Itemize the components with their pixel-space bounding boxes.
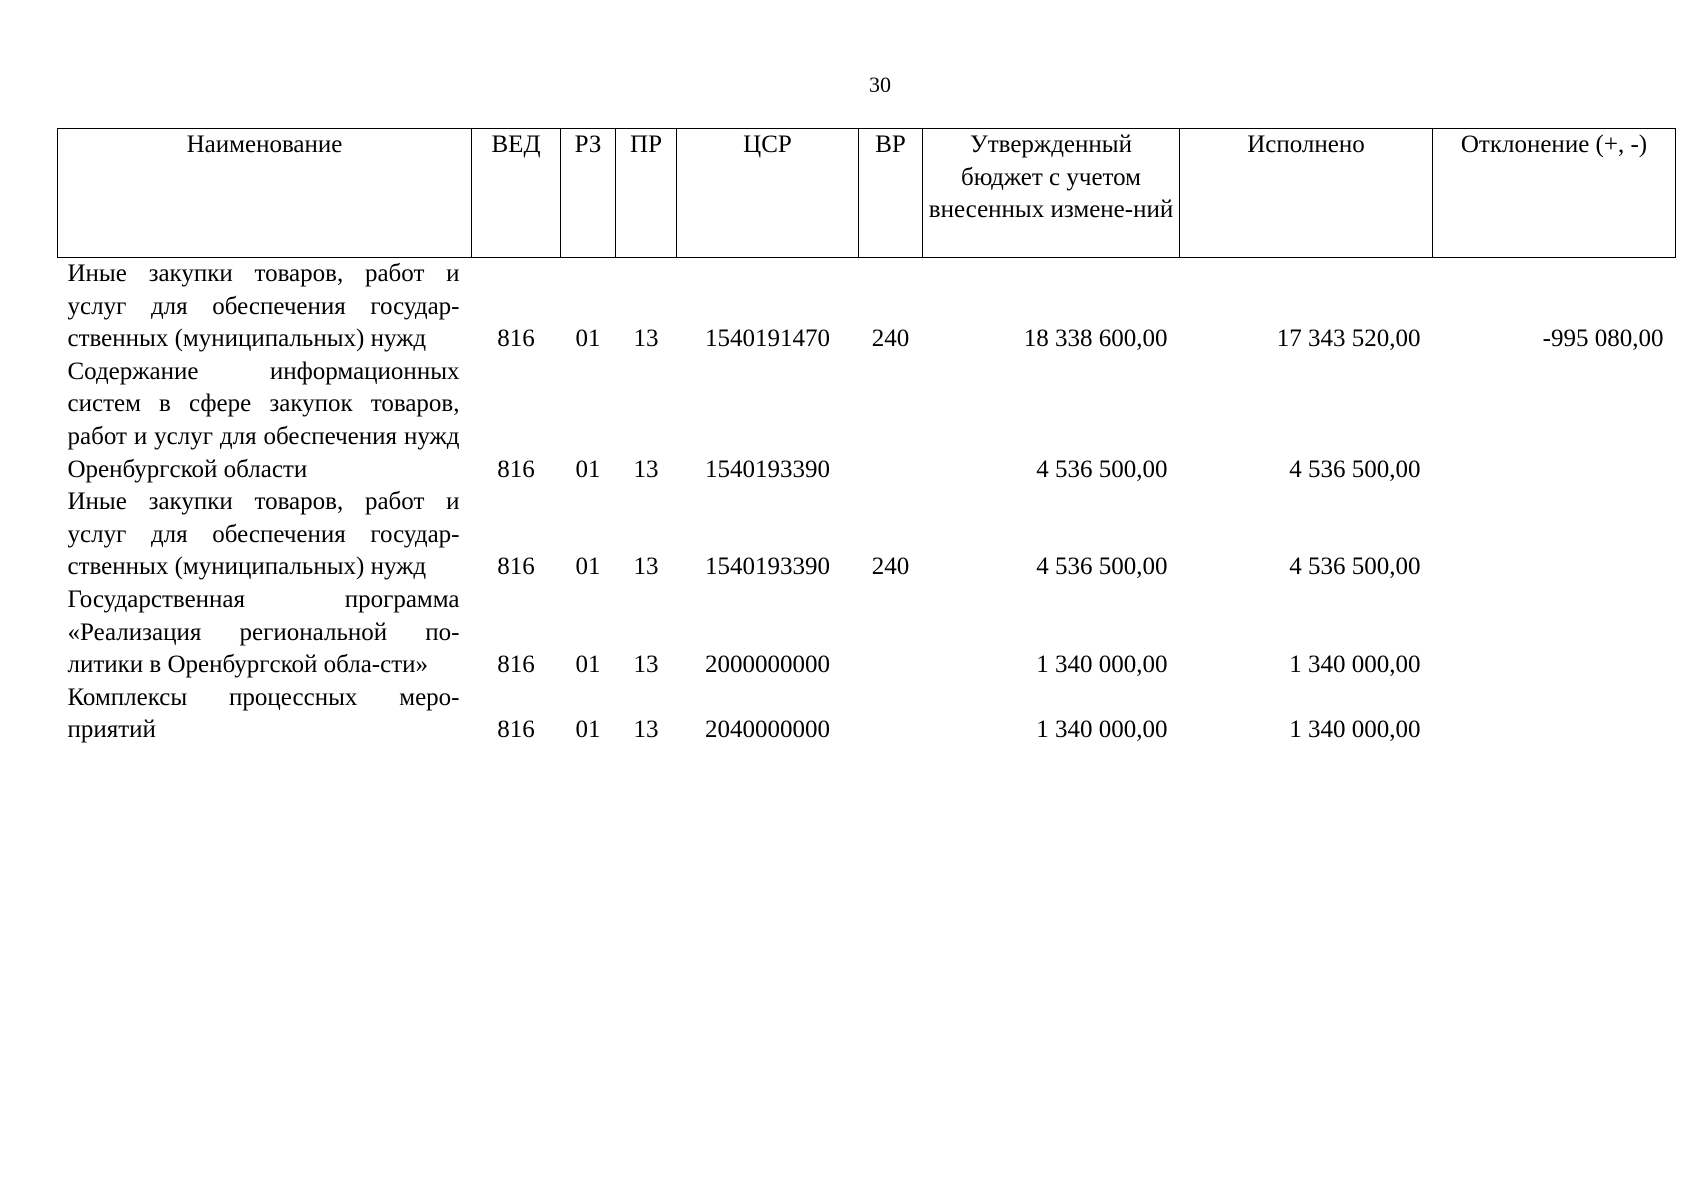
- row-ved: 816: [497, 455, 535, 483]
- page-number: 30: [869, 72, 891, 97]
- row-rz: 01: [575, 716, 601, 744]
- row-approved: 18 338 600,00: [1023, 325, 1168, 353]
- row-csr: 1540193390: [705, 553, 830, 581]
- row-csr: 1540191470: [705, 325, 830, 353]
- row-rz: 01: [575, 455, 601, 483]
- row-approved: 4 536 500,00: [1036, 553, 1168, 581]
- table-row: [58, 584, 1676, 682]
- row-approved: 1 340 000,00: [1036, 716, 1168, 744]
- row-csr: 2040000000: [705, 716, 830, 744]
- row-vr: 240: [871, 553, 910, 581]
- row-executed: 17 343 520,00: [1276, 325, 1421, 353]
- row-name: Содержание информационных систем в сфере закупок товаров, работ и услуг для обеспечения нужд Оренбургской области: [67, 357, 460, 483]
- row-pr: 13: [633, 325, 659, 353]
- row-name: Иные закупки товаров, работ и услуг для обеспечения государ-ственных (муниципальных) нужд: [67, 260, 460, 353]
- row-deviation: [1433, 584, 1676, 682]
- header-row: [58, 129, 1676, 258]
- table-row: [58, 258, 1676, 356]
- row-name: Государственная программа «Реализация региональной по-литики в Оренбургской обла-сти»: [67, 585, 460, 679]
- row-vr: [859, 584, 923, 682]
- row-ved: 816: [497, 651, 535, 679]
- header-vr: ВР: [859, 129, 923, 258]
- header-executed: Исполнено: [1180, 129, 1433, 258]
- row-name: Комплексы процессных меро-приятий: [67, 683, 460, 744]
- header-rz: РЗ: [561, 129, 616, 258]
- row-deviation: [1433, 682, 1676, 747]
- row-deviation: [1433, 356, 1676, 486]
- table-body: [58, 258, 1676, 747]
- table-row: [58, 486, 1676, 584]
- row-pr: 13: [633, 651, 659, 679]
- row-executed: 4 536 500,00: [1289, 553, 1421, 581]
- table-row: [58, 682, 1676, 747]
- table-row: [58, 356, 1676, 486]
- row-deviation: [1433, 486, 1676, 584]
- header-deviation: Отклонение (+, -): [1433, 129, 1676, 258]
- row-name: Иные закупки товаров, работ и услуг для обеспечения государ-ственных (муниципальных) нужд: [67, 488, 460, 581]
- row-csr: 1540193390: [705, 455, 830, 483]
- row-approved: 4 536 500,00: [1036, 455, 1168, 483]
- row-ved: 816: [497, 325, 535, 353]
- budget-table: [57, 128, 1676, 747]
- row-deviation: -995 080,00: [1542, 325, 1664, 353]
- row-rz: 01: [575, 553, 601, 581]
- header-ved: ВЕД: [472, 129, 561, 258]
- header-pr: ПР: [616, 129, 677, 258]
- row-rz: 01: [575, 651, 601, 679]
- row-rz: 01: [575, 325, 601, 353]
- row-ved: 816: [497, 716, 535, 744]
- header-csr: ЦСР: [677, 129, 859, 258]
- row-pr: 13: [633, 553, 659, 581]
- row-executed: 4 536 500,00: [1289, 455, 1421, 483]
- row-executed: 1 340 000,00: [1289, 651, 1421, 679]
- row-vr: [859, 682, 923, 747]
- row-pr: 13: [633, 716, 659, 744]
- table-header: [58, 129, 1676, 258]
- header-approved: Утвержденный бюджет с учетом внесенных измене-ний: [923, 129, 1180, 258]
- header-name: Наименование: [58, 129, 472, 258]
- row-ved: 816: [497, 553, 535, 581]
- row-executed: 1 340 000,00: [1289, 716, 1421, 744]
- row-vr: [859, 356, 923, 486]
- row-pr: 13: [633, 455, 659, 483]
- row-approved: 1 340 000,00: [1036, 651, 1168, 679]
- row-vr: 240: [871, 325, 910, 353]
- row-csr: 2000000000: [705, 651, 830, 679]
